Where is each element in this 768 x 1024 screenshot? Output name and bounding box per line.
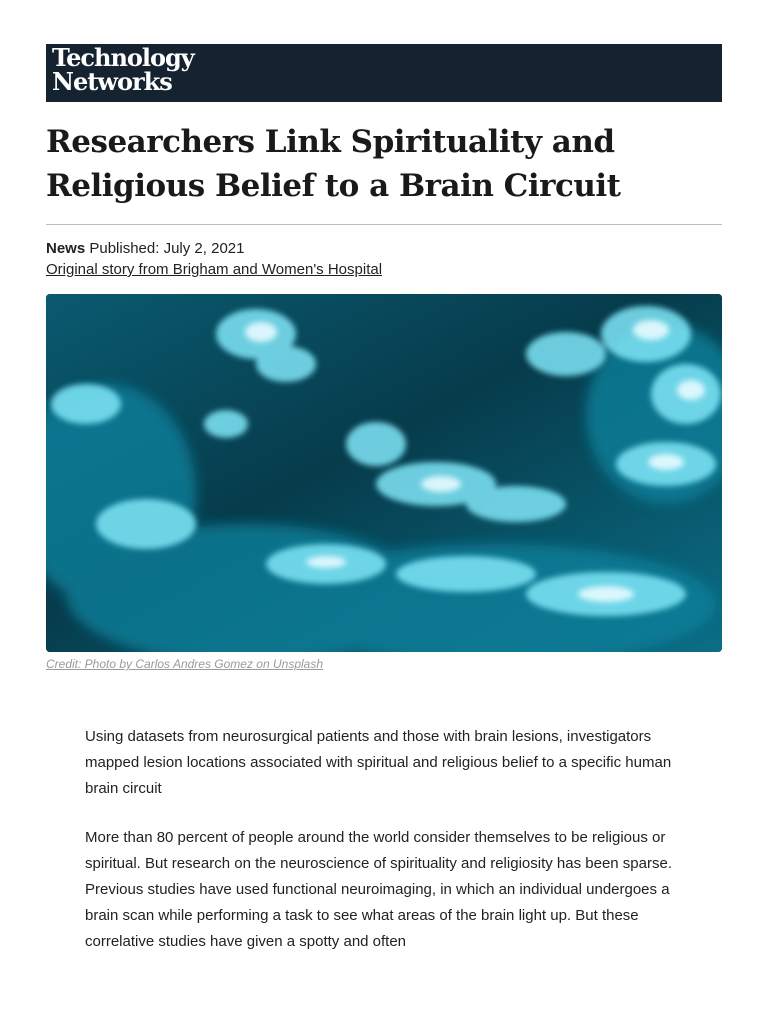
article-title: Researchers Link Spirituality and Religious Belief to a Brain Circuit	[46, 124, 621, 204]
source-link[interactable]: Original story from Brigham and Women's Hospital	[46, 261, 383, 278]
image-credit[interactable]: Credit: Photo by Carlos Andres Gomez on Unsplash	[46, 657, 324, 671]
meta-line	[46, 238, 722, 259]
cloud-sky-image	[46, 294, 722, 652]
article-body	[85, 724, 685, 978]
brand-line-2: Networks	[52, 67, 172, 96]
brand-logo[interactable]	[52, 43, 194, 96]
title-divider	[46, 224, 722, 225]
brand-line-1: Technology	[52, 43, 194, 72]
publish-date: Published: July 2, 2021	[89, 240, 245, 257]
article-category: News	[46, 240, 86, 257]
brand-logo-bar[interactable]	[46, 44, 722, 102]
hero-image	[46, 294, 722, 652]
article-meta	[46, 238, 722, 280]
article-paragraph: More than 80 percent of people around the world consider themselves to be religious or spiritual. But research on the neuroscience of spirituality and religiosity has been sparse. Previous studies have used functional neuroimaging, in which an individual undergoes a brain scan while performing a task to see what areas of the brain light up. But these correlative studies have given a spotty and often	[85, 829, 672, 950]
article-paragraph: Using datasets from neurosurgical patients and those with brain lesions, investigators mapped lesion locations associated with spiritual and religious belief to a specific human brain circuit	[85, 728, 672, 797]
